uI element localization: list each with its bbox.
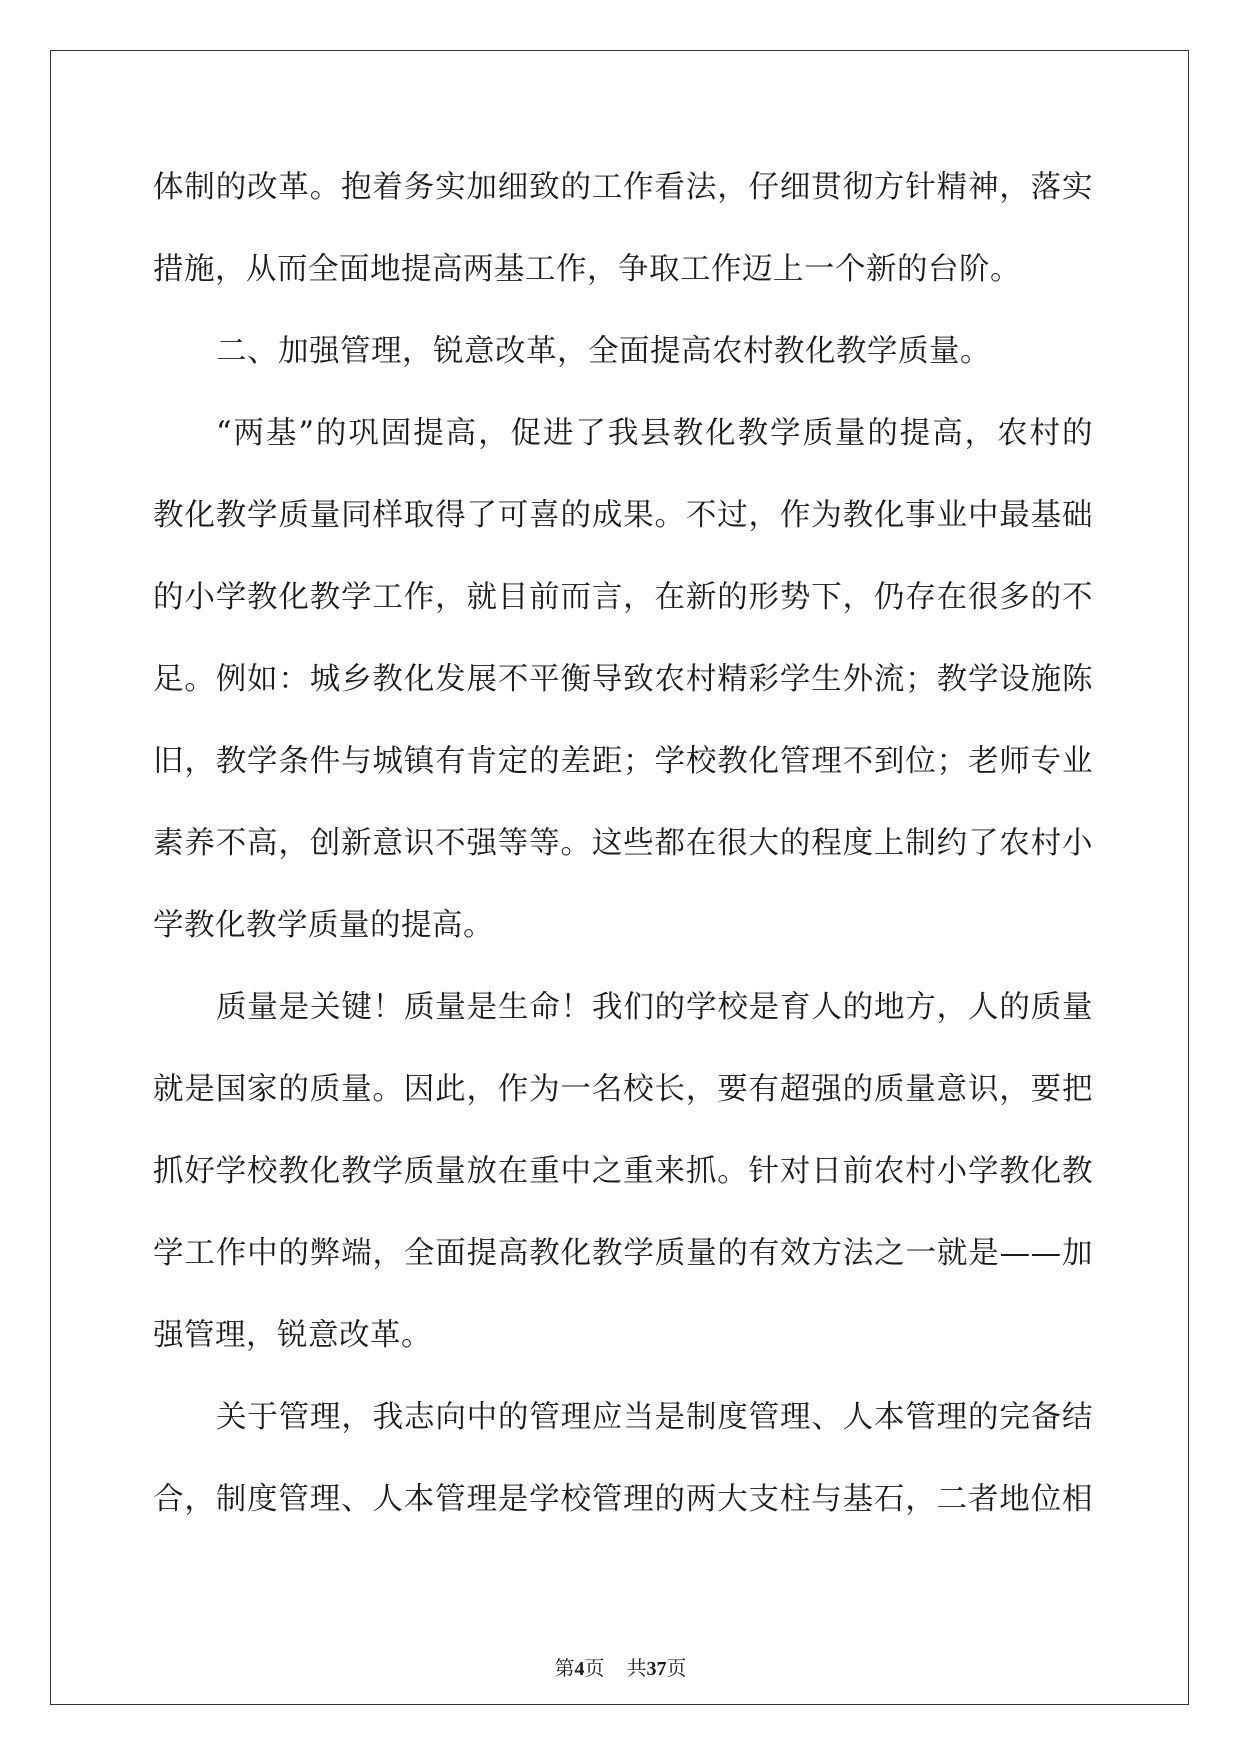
total-pages: 37 bbox=[646, 1658, 667, 1680]
section-heading: 二、加强管理，锐意改革，全面提高农村教化教学质量。 bbox=[216, 334, 991, 369]
document-body bbox=[153, 160, 1093, 1554]
text-line: 足。例如：城乡教化发展不平衡导致农村精彩学生外流；教学设施陈 bbox=[153, 662, 1093, 697]
total-suffix: 页 bbox=[666, 1658, 687, 1680]
text-line: 的小学教化教学工作，就目前而言，在新的形势下，仍存在很多的不 bbox=[153, 580, 1093, 615]
text-line: 关于管理，我志向中的管理应当是制度管理、人本管理的完备结 bbox=[216, 1400, 1093, 1435]
text-line: 合，制度管理、人本管理是学校管理的两大支柱与基石，二者地位相 bbox=[153, 1482, 1093, 1517]
text-line: 就是国家的质量。因此，作为一名校长，要有超强的质量意识，要把 bbox=[153, 1072, 1093, 1107]
text-line: 强管理，锐意改革。 bbox=[153, 1318, 432, 1353]
text-line: 措施，从而全面地提高两基工作，争取工作迈上一个新的台阶。 bbox=[153, 252, 1021, 287]
page-number: 4 bbox=[574, 1658, 585, 1680]
page-footer bbox=[0, 1652, 1241, 1681]
text-line: 抓好学校教化教学质量放在重中之重来抓。针对日前农村小学教化教 bbox=[153, 1154, 1093, 1189]
text-line: 体制的改革。抱着务实加细致的工作看法，仔细贯彻方针精神，落实 bbox=[153, 170, 1093, 205]
text-line: 学教化教学质量的提高。 bbox=[153, 908, 494, 943]
text-line: 教化教学质量同样取得了可喜的成果。不过，作为教化事业中最基础 bbox=[153, 498, 1093, 533]
text-line: “两基”的巩固提高，促进了我县教化教学质量的提高，农村的 bbox=[216, 416, 1093, 451]
text-line: 旧，教学条件与城镇有肯定的差距；学校教化管理不到位；老师专业 bbox=[153, 744, 1093, 779]
text-line: 质量是关键！质量是生命！我们的学校是育人的地方，人的质量 bbox=[216, 990, 1093, 1025]
total-prefix: 共 bbox=[626, 1658, 647, 1680]
page-suffix: 页 bbox=[584, 1658, 605, 1680]
text-line: 素养不高，创新意识不强等等。这些都在很大的程度上制约了农村小 bbox=[153, 826, 1093, 861]
page-prefix: 第 bbox=[554, 1658, 575, 1680]
text-line: 学工作中的弊端，全面提高教化教学质量的有效方法之一就是——加 bbox=[153, 1236, 1093, 1271]
